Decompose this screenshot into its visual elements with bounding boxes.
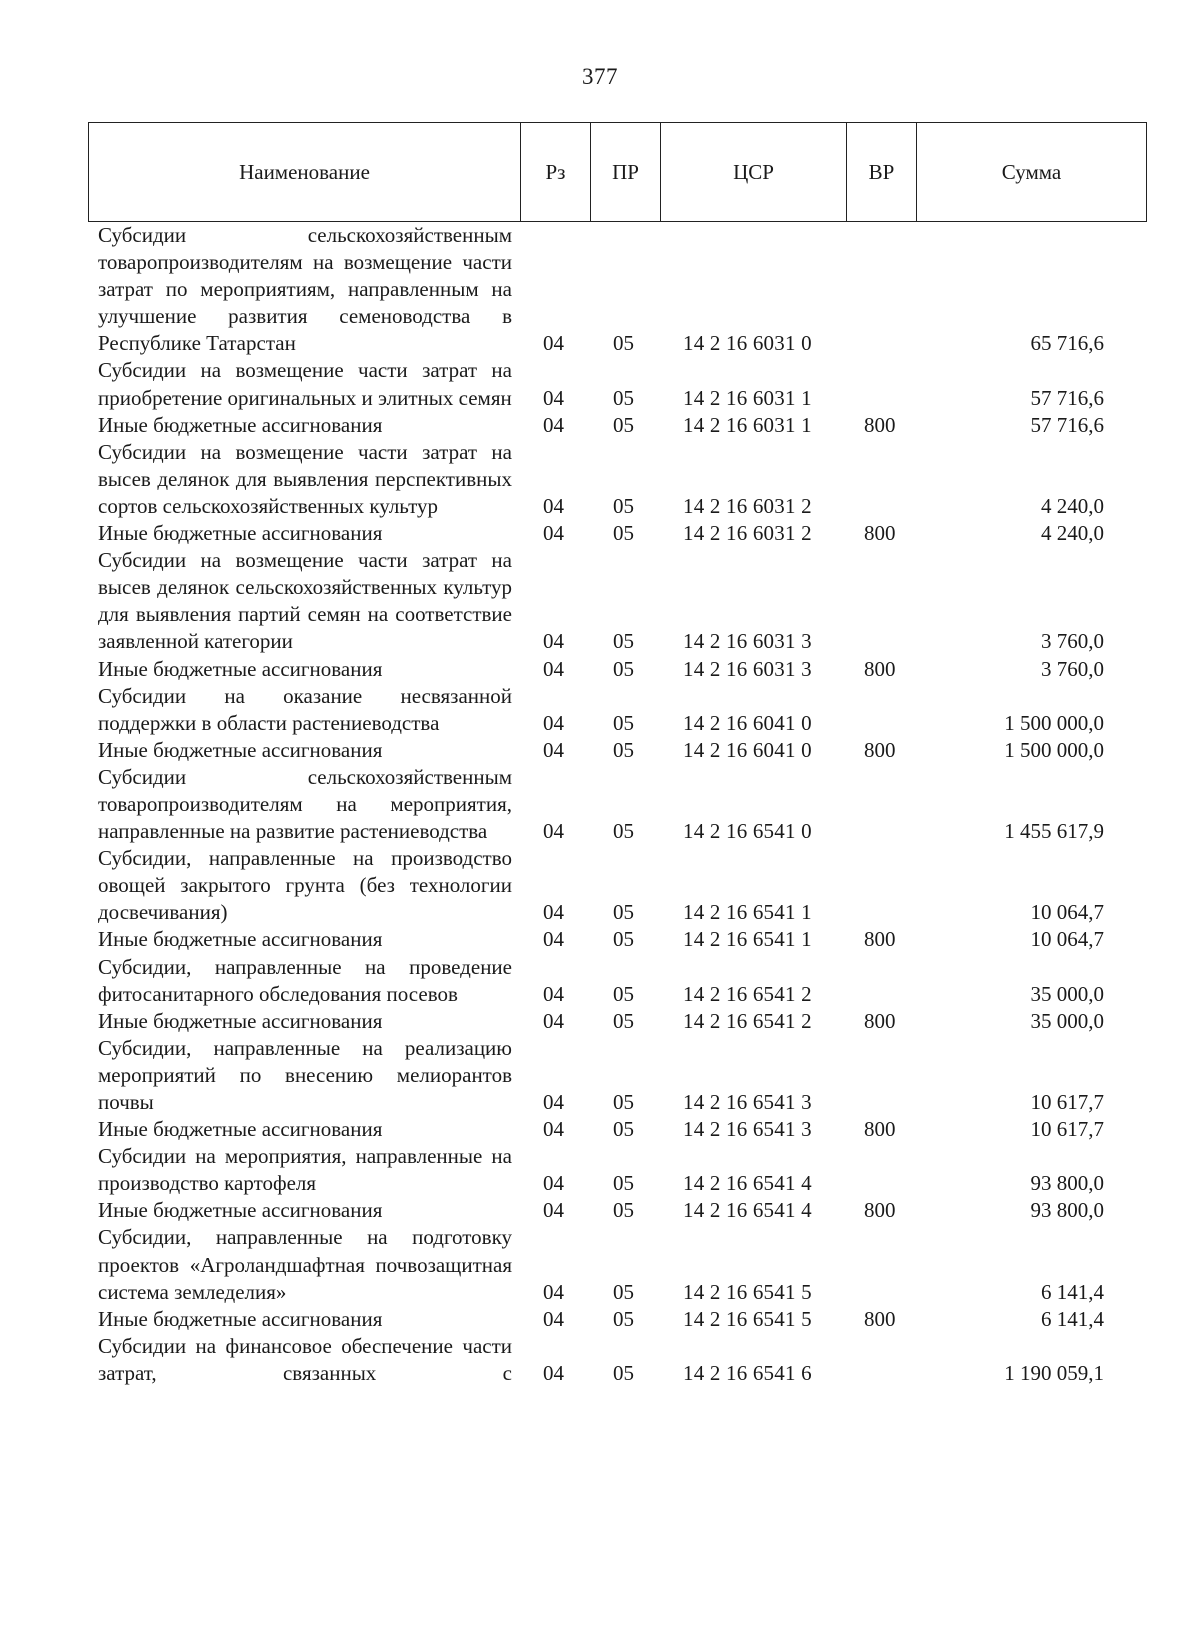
row-pr: 05 [613,1008,634,1033]
row-sum: 93 800,0 [1030,1198,1104,1223]
row-sum: 10 064,7 [1030,927,1104,952]
table-row [88,656,1146,683]
row-vr [846,764,916,845]
row-csr: 14 2 16 6541 2 [683,1008,812,1033]
table-row [88,954,1146,1008]
row-pr: 05 [613,1306,634,1331]
column-header-name: Наименование [89,123,521,222]
row-vr [846,357,916,411]
column-header-pr: ПР [591,123,661,222]
row-pr: 05 [613,656,634,681]
row-csr: 14 2 16 6541 5 [683,1306,812,1331]
row-vr: 800 [864,656,896,681]
row-vr [846,439,916,520]
row-name: Субсидии, направленные на подготовку проектов «Агроландшафтная почвозащитная система земледелия» [98,1225,512,1304]
row-vr: 800 [864,927,896,952]
row-vr: 800 [864,1008,896,1033]
row-vr [846,1224,916,1305]
table-row [88,1224,1146,1305]
table-row [88,1306,1146,1333]
row-vr: 800 [864,737,896,762]
row-sum: 6 141,4 [1041,1279,1104,1304]
page-number: 377 [582,64,618,89]
row-rz: 04 [543,819,564,844]
row-sum: 1 500 000,0 [1004,710,1104,735]
row-rz: 04 [543,1198,564,1223]
row-sum: 65 716,6 [1030,331,1104,356]
budget-table [88,222,1146,1387]
row-csr: 14 2 16 6541 3 [683,1090,812,1114]
row-vr [846,954,916,1008]
row-name: Субсидии на финансовое обеспечение части затрат, связанных с [98,1333,512,1385]
row-csr: 14 2 16 6541 1 [683,927,812,952]
row-csr: 14 2 16 6031 0 [683,331,812,356]
row-sum: 1 455 617,9 [1004,819,1104,844]
row-vr [846,1143,916,1197]
row-csr: 14 2 16 6541 5 [683,1279,812,1304]
row-csr: 14 2 16 6031 2 [683,493,812,518]
row-sum: 10 064,7 [1030,900,1104,925]
row-sum: 10 617,7 [1030,1117,1104,1142]
row-csr: 14 2 16 6541 2 [683,981,812,1006]
table-row [88,520,1146,547]
row-pr: 05 [613,412,634,437]
row-pr: 05 [613,1360,634,1385]
row-csr: 14 2 16 6041 0 [683,710,812,735]
row-name: Субсидии на возмещение части затрат на приобретение оригинальных и элитных семян [98,358,512,410]
row-pr: 05 [613,385,634,410]
row-csr: 14 2 16 6541 1 [683,900,812,925]
row-vr [846,1333,916,1387]
row-pr: 05 [613,521,634,546]
row-rz: 04 [543,629,564,654]
table-body [88,222,1146,1387]
row-rz: 04 [543,981,564,1006]
row-sum: 93 800,0 [1030,1171,1104,1196]
row-vr [846,547,916,655]
table-row [88,764,1146,845]
row-rz: 04 [543,331,564,356]
row-name: Субсидии сельскохозяйственным товаропроизводителям на мероприятия, направленные на развитие растениеводства [98,764,512,844]
row-rz: 04 [543,710,564,735]
row-vr: 800 [864,1198,896,1223]
row-pr: 05 [613,1198,634,1223]
row-vr: 800 [864,1117,896,1142]
row-pr: 05 [613,1171,634,1196]
table-row [88,1333,1146,1387]
row-pr: 05 [613,900,634,925]
row-rz: 04 [543,737,564,762]
row-name: Иные бюджетные ассигнования [98,1198,383,1223]
table-row [88,845,1146,926]
row-pr: 05 [613,737,634,762]
row-rz: 04 [543,1090,564,1114]
row-name: Иные бюджетные ассигнования [98,656,383,681]
row-rz: 04 [543,1279,564,1304]
row-rz: 04 [543,1171,564,1196]
row-csr: 14 2 16 6031 1 [683,385,812,410]
row-sum: 6 141,4 [1041,1306,1104,1331]
column-header-csr: ЦСР [661,123,847,222]
row-csr: 14 2 16 6541 4 [683,1198,812,1223]
row-rz: 04 [543,385,564,410]
row-sum: 57 716,6 [1030,385,1104,410]
row-pr: 05 [613,1117,634,1142]
row-name: Иные бюджетные ассигнования [98,1117,383,1142]
row-sum: 3 760,0 [1041,656,1104,681]
row-sum: 1 190 059,1 [1004,1360,1104,1385]
table-row [88,683,1146,737]
row-csr: 14 2 16 6031 3 [683,629,812,654]
row-rz: 04 [543,493,564,518]
row-pr: 05 [613,981,634,1006]
row-name: Иные бюджетные ассигнования [98,521,383,546]
row-pr: 05 [613,927,634,952]
table-row [88,1035,1146,1116]
row-rz: 04 [543,656,564,681]
row-sum: 10 617,7 [1030,1090,1104,1114]
table-row [88,439,1146,520]
row-vr: 800 [864,412,896,437]
row-sum: 35 000,0 [1030,1008,1104,1033]
row-name: Субсидии на мероприятия, направленные на производство картофеля [98,1144,512,1196]
row-csr: 14 2 16 6541 0 [683,819,812,844]
table-row [88,1116,1146,1143]
row-pr: 05 [613,710,634,735]
row-vr [846,683,916,737]
row-name: Иные бюджетные ассигнования [98,1306,383,1331]
row-pr: 05 [613,1090,634,1114]
row-vr [846,845,916,926]
row-name: Субсидии на возмещение части затрат на высев делянок для выявления перспективных сортов сельскохозяйственных культур [98,439,512,518]
row-vr [846,222,916,357]
row-csr: 14 2 16 6041 0 [683,737,812,762]
row-vr [846,1035,916,1116]
table-row [88,547,1146,655]
row-sum: 35 000,0 [1030,981,1104,1006]
row-sum: 3 760,0 [1041,629,1104,654]
row-vr: 800 [864,521,896,546]
row-sum: 1 500 000,0 [1004,737,1104,762]
row-csr: 14 2 16 6541 4 [683,1171,812,1196]
row-vr: 800 [864,1306,896,1331]
column-header-rz: Рз [521,123,591,222]
column-header-sum: Сумма [917,123,1147,222]
row-rz: 04 [543,1008,564,1033]
row-csr: 14 2 16 6031 3 [683,656,812,681]
column-header-vr: ВР [847,123,917,222]
row-name: Иные бюджетные ассигнования [98,1008,383,1033]
table-row [88,926,1146,953]
row-pr: 05 [613,629,634,654]
row-rz: 04 [543,900,564,925]
row-name: Субсидии сельскохозяйственным товаропроизводителям на возмещение части затрат по мероприятиям, направленным на улучшение развития семеноводства в Республике Татарстан [98,223,512,356]
row-csr: 14 2 16 6031 1 [683,412,812,437]
row-rz: 04 [543,521,564,546]
table-header [88,122,1147,222]
row-name: Субсидии на возмещение части затрат на высев делянок сельскохозяйственных культур для выявления партий семян на соответствие заявленной категории [98,548,512,654]
row-name: Иные бюджетные ассигнования [98,927,383,952]
row-rz: 04 [543,1360,564,1385]
row-name: Субсидии на оказание несвязанной поддержки в области растениеводства [98,683,512,735]
table-row [88,222,1146,357]
row-pr: 05 [613,331,634,356]
table-row [88,1008,1146,1035]
row-rz: 04 [543,412,564,437]
table-row [88,412,1146,439]
row-pr: 05 [613,1279,634,1304]
row-rz: 04 [543,1306,564,1331]
table-row [88,737,1146,764]
row-rz: 04 [543,1117,564,1142]
row-sum: 4 240,0 [1041,493,1104,518]
table-row [88,1197,1146,1224]
row-name: Субсидии, направленные на проведение фитосанитарного обследования посевов [98,954,512,1006]
row-name: Субсидии, направленные на производство овощей закрытого грунта (без технологии досвечивания) [98,846,512,925]
table-row [88,1143,1146,1197]
row-name: Субсидии, направленные на реализацию мероприятий по внесению мелиорантов почвы [98,1035,512,1114]
table-row [88,357,1146,411]
row-sum: 57 716,6 [1030,412,1104,437]
row-pr: 05 [613,493,634,518]
row-name: Иные бюджетные ассигнования [98,412,383,437]
row-csr: 14 2 16 6541 6 [683,1360,812,1385]
row-pr: 05 [613,819,634,844]
row-sum: 4 240,0 [1041,521,1104,546]
row-csr: 14 2 16 6541 3 [683,1117,812,1142]
row-rz: 04 [543,927,564,952]
row-csr: 14 2 16 6031 2 [683,521,812,546]
row-name: Иные бюджетные ассигнования [98,737,383,762]
